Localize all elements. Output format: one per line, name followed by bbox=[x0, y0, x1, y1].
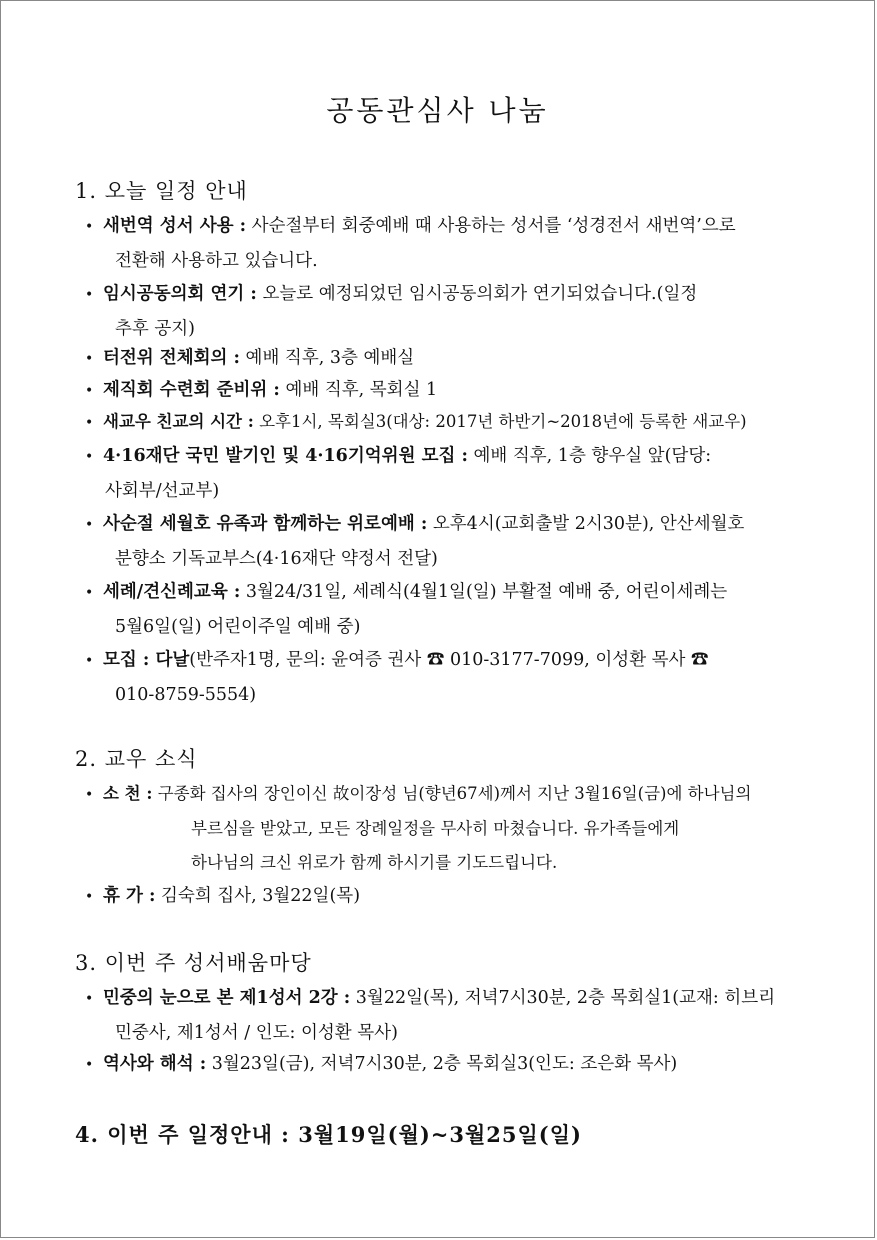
section-heading-schedule: 1. 오늘 일정 안내 bbox=[75, 179, 248, 203]
page-title: 공동관심사 나눔 bbox=[326, 94, 549, 127]
list-item: • 임시공동의회 연기 : 오늘로 예정되었던 임시공동의회가 연기되었습니다.(일정 추후 공지) bbox=[85, 277, 815, 346]
list-item: • 새번역 성서 사용 : 사순절부터 회중예배 때 사용하는 성서를 ‘성경전서 새번역’으로 전환해 사용하고 있습니다. bbox=[85, 209, 815, 278]
list-item: • 역사와 해석 : 3월23일(금), 저녁7시30분, 2층 목회실3(인도: 조은화 목사) bbox=[85, 1047, 815, 1082]
section-heading-members: 2. 교우 소식 bbox=[75, 747, 198, 771]
list-item: • 휴 가 : 김숙희 집사, 3월22일(목) bbox=[85, 879, 815, 914]
bullet-icon: • bbox=[85, 287, 94, 303]
bullet-icon: • bbox=[85, 415, 94, 431]
bullet-icon: • bbox=[85, 585, 94, 601]
list-item: • 모집 : 다날(반주자1명, 문의: 윤여증 권사 ☎ 010-3177-7099, 이성환 목사 ☎ 010-8759-5554) bbox=[85, 643, 815, 712]
list-item: • 민중의 눈으로 본 제1성서 2강 : 3월22일(목), 저녁7시30분, 2층 목회실1(교재: 히브리 민중사, 제1성서 / 인도: 이성환 목사) bbox=[85, 981, 815, 1050]
bullet-icon: • bbox=[85, 653, 94, 669]
bullet-icon: • bbox=[85, 383, 94, 399]
bullet-icon: • bbox=[85, 787, 94, 803]
list-item: • 4·16재단 국민 발기인 및 4·16기억위원 모집 : 예배 직후, 1층 향우실 앞(담당: 사회부/선교부) bbox=[85, 439, 815, 508]
list-item: • 사순절 세월호 유족과 함께하는 위로예배 : 오후4시(교회출발 2시30분), 안산세월호 분향소 기독교부스(4·16재단 약정서 전달) bbox=[85, 507, 815, 576]
bullet-icon: • bbox=[85, 889, 94, 905]
list-item: • 제직회 수련회 준비위 : 예배 직후, 목회실 1 bbox=[85, 373, 815, 408]
list-item: • 터전위 전체회의 : 예배 직후, 3층 예배실 bbox=[85, 341, 815, 376]
section-heading-weekly-schedule: 4. 이번 주 일정안내 : 3월19일(월)~3월25일(일) bbox=[75, 1122, 582, 1147]
bullet-icon: • bbox=[85, 219, 94, 235]
section-heading-bible-study: 3. 이번 주 성서배움마당 bbox=[75, 951, 312, 975]
list-item: • 세례/견신례교육 : 3월24/31일, 세례식(4월1일(일) 부활절 예배 중, 어린이세례는 5월6일(일) 어린이주일 예배 중) bbox=[85, 575, 815, 644]
list-item: • 소 천 : 구종화 집사의 장인이신 故이장성 님(향년67세)께서 지난 3월16일(금)에 하나님의 부르심을 받았고, 모든 장례일정을 무사히 마쳤습니다. 유가족들에게 하나님의 크신 위로가 함께 하시기를 기도드립니다. bbox=[85, 777, 815, 880]
bullet-icon: • bbox=[85, 517, 94, 533]
bullet-icon: • bbox=[85, 351, 94, 367]
bullet-icon: • bbox=[85, 1057, 94, 1073]
list-item: • 새교우 친교의 시간 : 오후1시, 목회실3(대상: 2017년 하반기~2018년에 등록한 새교우) bbox=[85, 405, 815, 440]
bullet-icon: • bbox=[85, 991, 94, 1007]
bullet-icon: • bbox=[85, 449, 94, 465]
